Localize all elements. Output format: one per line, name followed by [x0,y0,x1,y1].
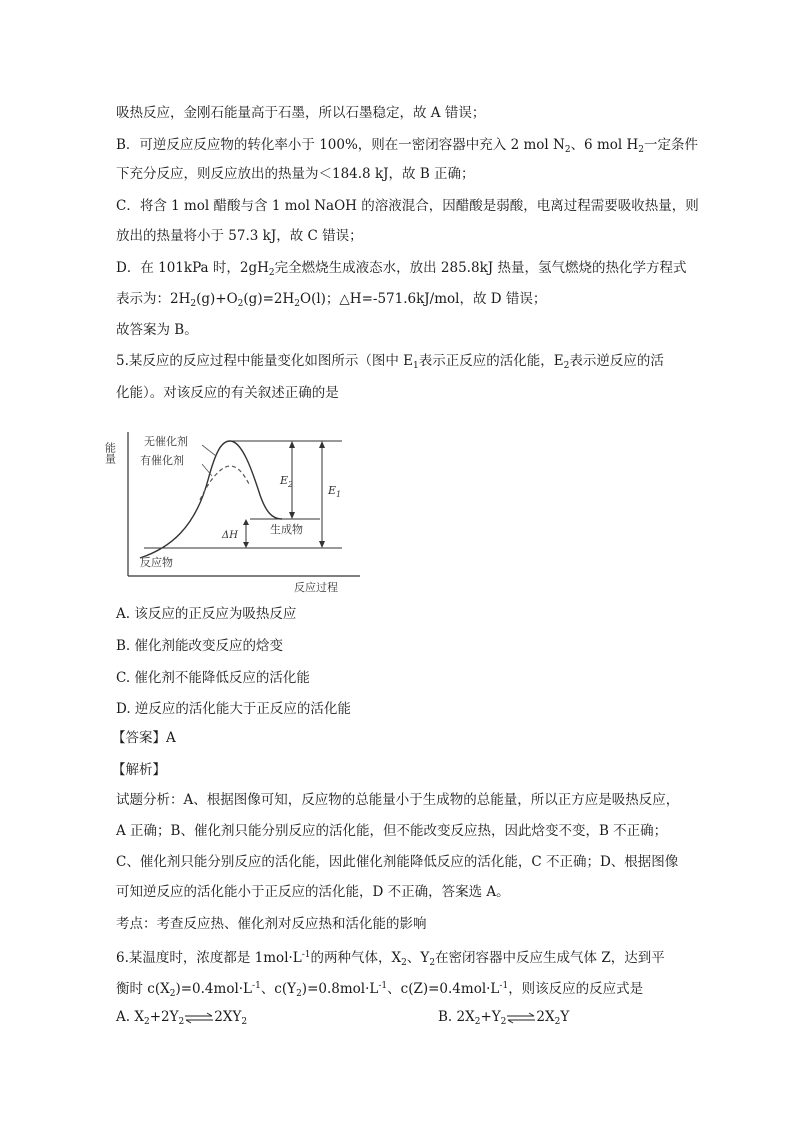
analysis-label: 【解析】 [112,762,166,778]
text-line-b2: 下充分反应，则反应放出的热量为＜184.8 kJ，故 B 正确； [116,166,475,182]
knowledge-point: 考点：考查反应热、催化剂对反应热和活化能的影响 [116,916,427,932]
energy-diagram [103,420,372,595]
q5-option-a[interactable]: A. 该反应的正反应为吸热反应 [116,606,297,622]
q5-option-b[interactable]: B. 催化剂能改变反应的焓变 [116,638,284,654]
label-product: 生成物 [270,523,303,536]
analysis-line-4: 可知逆反应的活化能小于正反应的活化能，D 不正确，答案选 A。 [116,884,510,900]
label-leader-no-catalyst [202,445,216,456]
e1-arrowhead-top [319,441,325,448]
text-line-1: 吸热反应，金刚石能量高于石墨，所以石墨稳定，故 A 错误； [116,105,486,121]
q5-option-c[interactable]: C. 催化剂不能降低反应的活化能 [116,670,310,686]
label-catalyst: 有催化剂 [140,454,184,467]
question-5-line2: 化能）。对该反应的有关叙述正确的是 [116,385,339,401]
dh-arrowhead-top [243,519,249,525]
e2-arrowhead-bottom [289,512,295,519]
question-6-line2: 衡时 $c(X_2)=0.4mol\cdot L^{-1}$、$c(Y_2)=0.8mol\cdot L^{-1}$、$c(Z)=0.4mol\cdot L^{-1}$，则该反应的反应式是 [116,981,644,999]
text-line-c2: 放出的热量将小于 57.3 kJ，故 C 错误； [116,228,363,244]
q6-option-b[interactable]: B. $2X_2+Y_2$ $2X_2Y$ [438,1009,570,1027]
q6-option-a[interactable]: A. $X_2+2Y_2$ $2XY_2$ [116,1009,248,1027]
question-6-line1: 6.某温度时，浓度都是 $1mol\cdot L^{-1}$的两种气体，$X_2$、$Y_2$在密闭容器中反应生成气体 Z，达到平 [116,950,665,968]
equilibrium-arrow-icon [184,1013,214,1023]
label-reactant: 反应物 [140,556,173,569]
question-5-line1: 5.某反应的反应过程中能量变化如图所示（图中 $E_1$表示正反应的活化能，$E_2$表示逆反应的活 [116,353,664,371]
e2-arrowhead-top [289,441,295,448]
dh-arrowhead-bottom [243,542,249,548]
label-dh: ΔH [222,530,238,541]
text-answer-b: 故答案为 B。 [116,322,198,338]
analysis-line-1: 试题分析：A、根据图像可知，反应物的总能量小于生成物的总能量，所以正方应是吸热反应， [116,792,680,808]
text-line-b1: B．可逆反应反应物的转化率小于 100%，则在一密闭容器中充入 2 mol $N_2$、6 mol $H_2$一定条件 [116,137,698,155]
analysis-line-2: A 正确；B、催化剂只能分别反应的活化能，但不能改变反应热，因此焓变不变，B 不正确； [116,823,668,839]
text-line-d1: D．在 101kPa 时，$2gH_2$完全燃烧生成液态水，放出 285.8kJ 热量，氢气燃烧的热化学方程式 [116,260,687,278]
e1-arrowhead-bottom [319,541,325,548]
answer-label: 【答案】A [112,730,176,746]
text-line-d2: 表示为：$2H_2(g)+O_2(g)=2H_2O(l)$；△H=-571.6kJ/mol，故 D 错误； [116,291,547,309]
text-line-c1: C．将含 1 mol 醋酸与含 1 mol NaOH 的溶液混合，因醋酸是弱酸，电离过程需要吸收热量，则 [116,198,699,214]
label-no-catalyst: 无催化剂 [144,435,188,448]
q5-option-d[interactable]: D. 逆反应的活化能大于正反应的活化能 [116,701,351,717]
label-e1: $E_1$ [328,484,342,499]
x-axis-label: 反应过程 [294,581,338,594]
analysis-line-3: C、催化剂只能分别反应的活化能，因此催化剂能降低反应的活化能，C 不正确；D、根据图像 [116,854,679,870]
y-axis-label: 能量 [103,442,117,464]
equilibrium-arrow-icon [506,1013,536,1023]
label-e2: $E_2$ [280,474,294,489]
